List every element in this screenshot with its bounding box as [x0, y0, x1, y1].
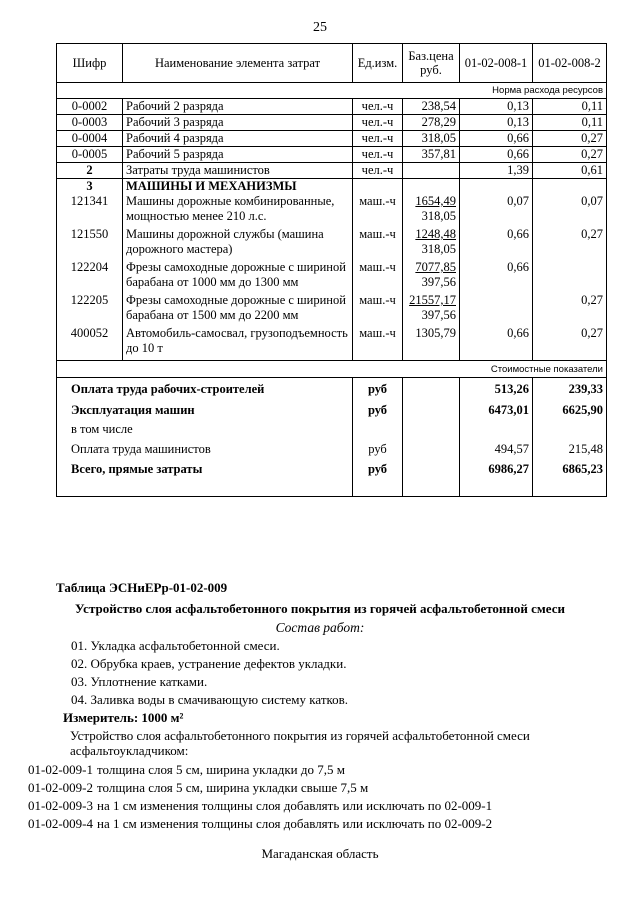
cost-v2: 6865,23	[533, 460, 607, 497]
row-unit: чел.-ч	[353, 163, 403, 179]
row-v1: 0,66	[460, 323, 533, 361]
row-v2: 0,27	[533, 323, 607, 361]
row-v1	[460, 290, 533, 323]
row-code: 121341	[57, 194, 123, 224]
variant-text: толщина слоя 5 см, ширина укладки свыше 7,5 м	[97, 780, 369, 795]
header-unit: Ед.изм.	[353, 44, 403, 83]
row-code: 122205	[57, 290, 123, 323]
norm-label-row	[57, 83, 607, 99]
row-code: 400052	[57, 323, 123, 361]
row-code: 121550	[57, 224, 123, 257]
row-v1: 0,66	[460, 257, 533, 290]
variant-text: на 1 см изменения толщины слоя добавлять или исключать по 02-009-2	[97, 816, 493, 831]
row-name: Рабочий 5 разряда	[123, 147, 353, 163]
cost-unit: руб	[353, 378, 403, 401]
cost-row	[57, 460, 607, 497]
row-v2: 0,27	[533, 147, 607, 163]
row-v1: 0,66	[460, 224, 533, 257]
page-number: 25	[313, 20, 327, 35]
row-v1: 0,66	[460, 131, 533, 147]
cost-name: в том числе	[57, 420, 353, 440]
row-code: 2	[57, 163, 123, 179]
machines-header-row	[57, 179, 607, 195]
row-unit: чел.-ч	[353, 99, 403, 115]
cost-row	[57, 440, 607, 460]
cost-v2: 239,33	[533, 378, 607, 401]
row-name: МАШИНЫ И МЕХАНИЗМЫ	[123, 179, 353, 195]
row-name: Фрезы самоходные дорожные с шириной барабана от 1500 мм до 2200 мм	[123, 290, 353, 323]
norm-label: Норма расхода ресурсов	[57, 83, 607, 99]
header-col1: 01-02-008-1	[460, 44, 533, 83]
variant-item	[28, 762, 345, 778]
cost-v2: 6625,90	[533, 400, 607, 420]
variant-code: 01-02-009-4	[28, 816, 93, 831]
cost-name: Оплата труда рабочих-строителей	[57, 378, 353, 401]
description: Устройство слоя асфальтобетонного покрытия из горячей асфальтобетонной смеси асфальтоукладчиком:	[70, 728, 530, 758]
variant-text: на 1 см изменения толщины слоя добавлять или исключать по 02-009-1	[97, 798, 493, 813]
row-unit: чел.-ч	[353, 115, 403, 131]
table-row	[57, 323, 607, 361]
row-name: Рабочий 2 разряда	[123, 99, 353, 115]
row-v1: 1,39	[460, 163, 533, 179]
cost-name: Всего, прямые затраты	[57, 460, 353, 497]
variant-code: 01-02-009-3	[28, 798, 93, 813]
table-row	[57, 147, 607, 163]
cost-row	[57, 378, 607, 401]
row-name: Рабочий 4 разряда	[123, 131, 353, 147]
row-price	[403, 163, 460, 179]
row-v2: 0,27	[533, 224, 607, 257]
row-v2: 0,11	[533, 115, 607, 131]
cost-v2: 215,48	[533, 440, 607, 460]
row-name: Фрезы самоходные дорожные с шириной барабана от 1000 мм до 1300 мм	[123, 257, 353, 290]
resource-table	[56, 43, 607, 497]
row-name: Рабочий 3 разряда	[123, 115, 353, 131]
variant-item	[28, 816, 492, 832]
table-row	[57, 99, 607, 115]
row-code: 3	[57, 179, 123, 195]
table-row	[57, 194, 607, 224]
variant-item	[28, 780, 368, 796]
row-unit: маш.-ч	[353, 323, 403, 361]
row-code: 0-0003	[57, 115, 123, 131]
row-v1: 0,66	[460, 147, 533, 163]
cost-unit: руб	[353, 400, 403, 420]
row-code: 122204	[57, 257, 123, 290]
row-v2	[533, 257, 607, 290]
row-price: 1248,48 318,05	[403, 224, 460, 257]
row-v1: 0,13	[460, 115, 533, 131]
row-price: 357,81	[403, 147, 460, 163]
row-unit: чел.-ч	[353, 131, 403, 147]
cost-row	[57, 420, 607, 440]
row-v2: 0,61	[533, 163, 607, 179]
table-row	[57, 131, 607, 147]
cost-v1: 494,57	[460, 440, 533, 460]
work-item: 03. Уплотнение катками.	[71, 674, 208, 689]
work-item: 04. Заливка воды в смачивающую систему катков.	[71, 692, 349, 707]
row-code: 0-0004	[57, 131, 123, 147]
cost-name: Оплата труда машинистов	[57, 440, 353, 460]
row-unit: маш.-ч	[353, 290, 403, 323]
variant-text: толщина слоя 5 см, ширина укладки до 7,5 м	[97, 762, 345, 777]
labor-total-row	[57, 163, 607, 179]
row-unit: маш.-ч	[353, 224, 403, 257]
row-v2: 0,27	[533, 131, 607, 147]
cost-name: Эксплуатация машин	[57, 400, 353, 420]
row-name: Затраты труда машинистов	[123, 163, 353, 179]
table-row	[57, 290, 607, 323]
cost-v1: 513,26	[460, 378, 533, 401]
cost-v1: 6473,01	[460, 400, 533, 420]
row-v2: 0,27	[533, 290, 607, 323]
header-code: Шифр	[57, 44, 123, 83]
row-unit: чел.-ч	[353, 147, 403, 163]
variant-code: 01-02-009-1	[28, 762, 93, 777]
variant-item	[28, 798, 492, 814]
cost-unit: руб	[353, 460, 403, 497]
variant-code: 01-02-009-2	[28, 780, 93, 795]
row-code: 0-0002	[57, 99, 123, 115]
header-name: Наименование элемента затрат	[123, 44, 353, 83]
table-row	[57, 224, 607, 257]
row-price: 318,05	[403, 131, 460, 147]
cost-label-row	[57, 361, 607, 378]
measure-unit: Измеритель: 1000 м²	[63, 710, 184, 725]
row-price: 7077,85 397,56	[403, 257, 460, 290]
row-v1: 0,07	[460, 194, 533, 224]
row-price: 238,54	[403, 99, 460, 115]
table-subtitle: Устройство слоя асфальтобетонного покрытия из горячей асфальтобетонной смеси	[75, 601, 565, 616]
table-header-row	[57, 44, 607, 83]
work-item: 01. Укладка асфальтобетонной смеси.	[71, 638, 280, 653]
row-price: 21557,17 397,56	[403, 290, 460, 323]
footer-region: Магаданская область	[261, 846, 379, 861]
row-name: Машины дорожные комбинированные, мощностью менее 210 л.с.	[123, 194, 353, 224]
row-v2: 0,11	[533, 99, 607, 115]
cost-unit: руб	[353, 440, 403, 460]
header-col2: 01-02-008-2	[533, 44, 607, 83]
row-v2: 0,07	[533, 194, 607, 224]
row-v1: 0,13	[460, 99, 533, 115]
cost-v1: 6986,27	[460, 460, 533, 497]
header-price: Баз.цена руб.	[403, 44, 460, 83]
works-title: Состав работ:	[275, 620, 365, 635]
cost-row	[57, 400, 607, 420]
row-name: Автомобиль-самосвал, грузоподъемность до 10 т	[123, 323, 353, 361]
row-unit: маш.-ч	[353, 257, 403, 290]
table-row	[57, 257, 607, 290]
work-item: 02. Обрубка краев, устранение дефектов укладки.	[71, 656, 347, 671]
table-title: Таблица ЭСНиЕРр-01-02-009	[56, 580, 228, 595]
row-price: 1654,49 318,05	[403, 194, 460, 224]
row-code: 0-0005	[57, 147, 123, 163]
row-unit: маш.-ч	[353, 194, 403, 224]
table-row	[57, 115, 607, 131]
row-price: 278,29	[403, 115, 460, 131]
row-price: 1305,79	[403, 323, 460, 361]
cost-label: Стоимостные показатели	[57, 361, 607, 378]
row-name: Машины дорожной службы (машина дорожного мастера)	[123, 224, 353, 257]
